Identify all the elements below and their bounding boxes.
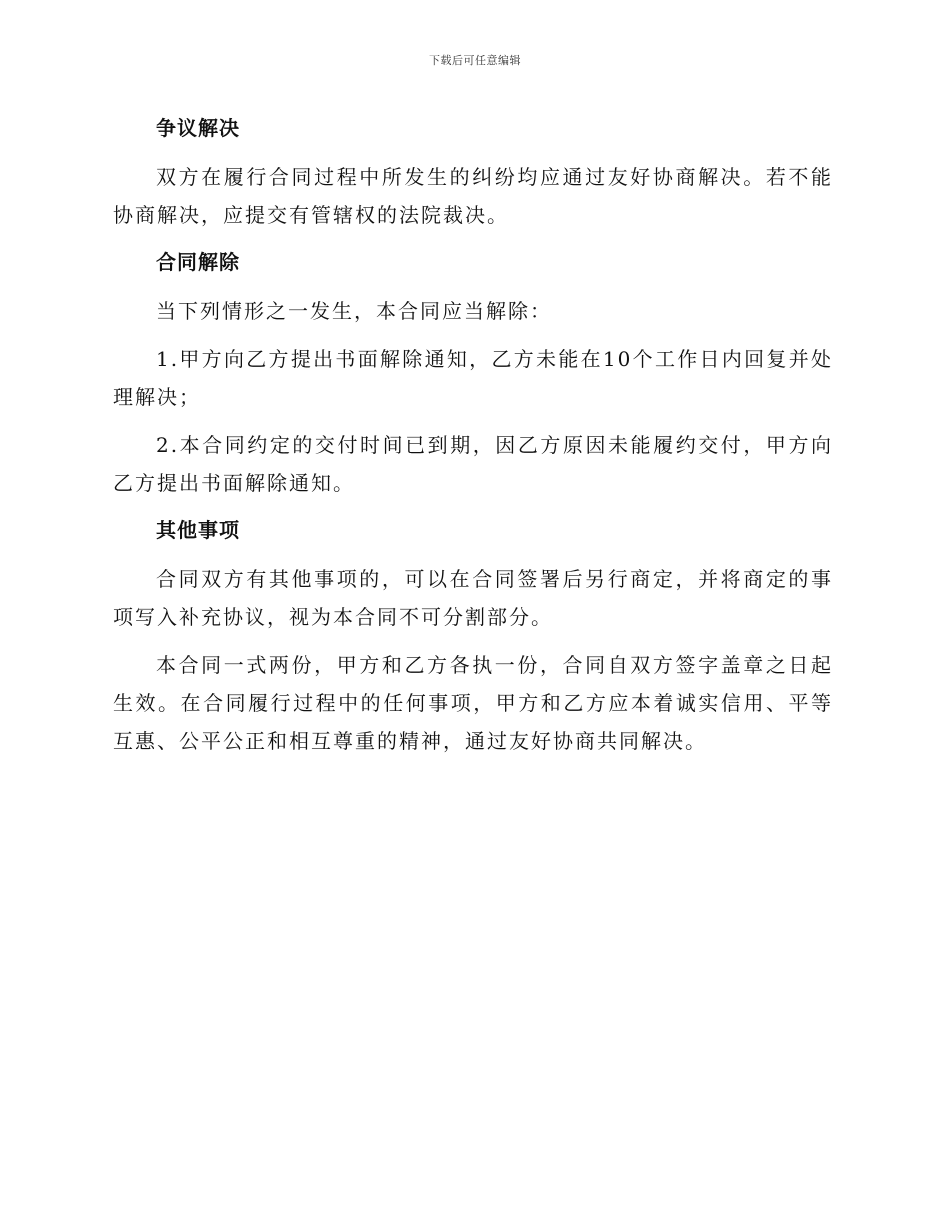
section-heading-termination: 合同解除 [156, 250, 240, 274]
section-heading-other: 其他事项 [156, 518, 240, 542]
paragraph-dispute: 双方在履行合同过程中所发生的纠纷均应通过友好协商解决。若不能协商解决，应提交有管辖权的法院裁决。 [113, 165, 833, 227]
paragraph-termination-item-2: 2.本合同约定的交付时间已到期，因乙方原因未能履约交付，甲方向乙方提出书面解除通知。 [113, 433, 833, 495]
paragraph-other-1: 合同双方有其他事项的，可以在合同签署后另行商定，并将商定的事项写入补充协议，视为本合同不可分割部分。 [113, 567, 833, 629]
paragraph-other-2: 本合同一式两份，甲方和乙方各执一份，合同自双方签字盖章之日起生效。在合同履行过程中的任何事项，甲方和乙方应本着诚实信用、平等互惠、公平公正和相互尊重的精神，通过友好协商共同解决。 [113, 653, 833, 753]
paragraph-termination-item-1: 1.甲方向乙方提出书面解除通知，乙方未能在10个工作日内回复并处理解决； [113, 347, 833, 409]
paragraph-termination-intro: 当下列情形之一发生，本合同应当解除： [156, 299, 552, 323]
section-heading-dispute: 争议解决 [156, 116, 240, 140]
document-body [113, 110, 833, 770]
header-note: 下载后可任意编辑 [429, 54, 521, 67]
